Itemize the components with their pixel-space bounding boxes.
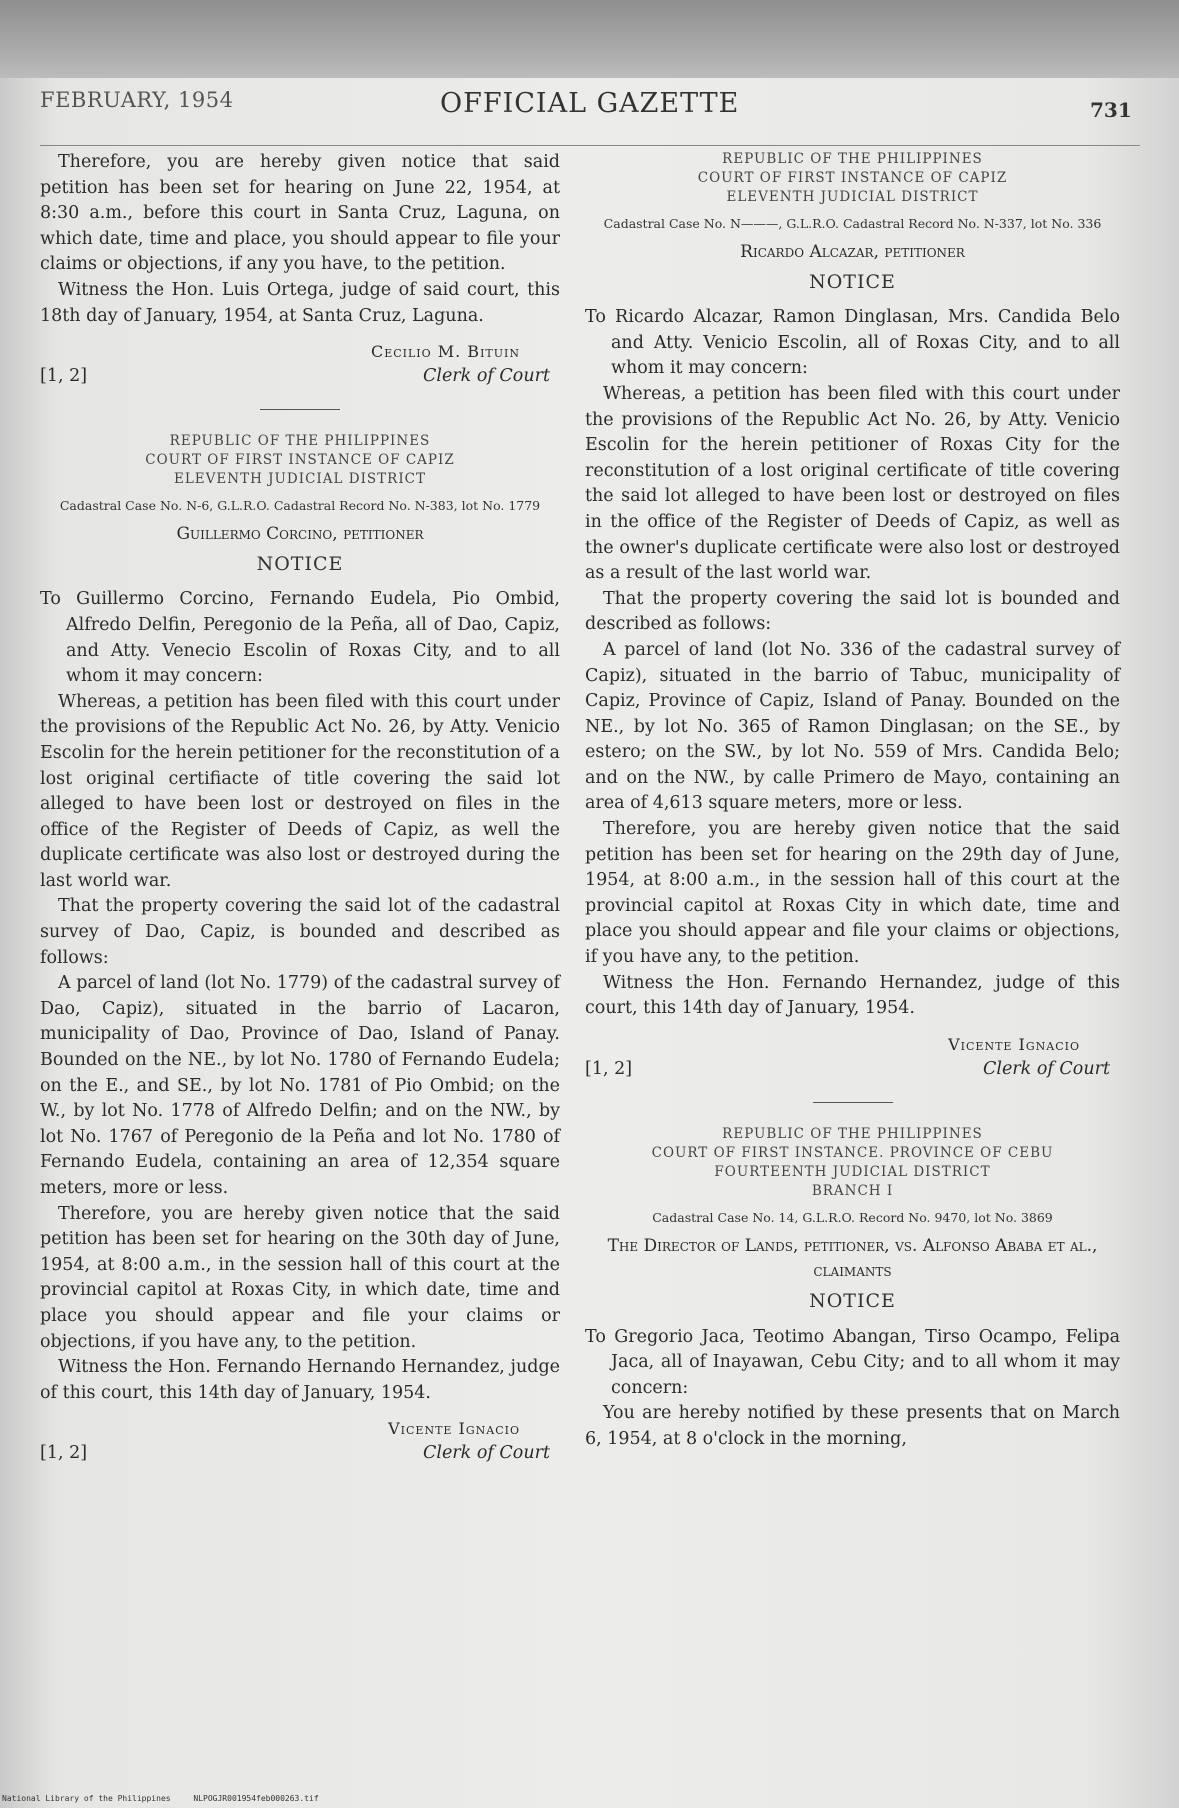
scan-footer [2, 1794, 337, 1803]
signature-block [40, 1416, 560, 1468]
scan-top-band [0, 0, 1179, 80]
clerk-name: Vicente Ignacio [388, 1419, 520, 1439]
file-name: NLPOGJR001954feb000263.tif [193, 1794, 319, 1803]
court-line: ELEVENTH JUDICIAL DISTRICT [726, 189, 979, 205]
case-number: Cadastral Case No. N-6, G.L.R.O. Cadastral Record No. N-383, lot No. 1779 [59, 498, 541, 514]
court-line: FOURTEENTH JUDICIAL DISTRICT [714, 1163, 991, 1180]
paragraph: Therefore, you are hereby given notice that said petition has been set for hearing on June 22, 1954, at 8:30 a.m., before this court in Santa Cruz, Laguna, on which date, time and place, you should appear to file your claims or objections, if any you have, to the petition. [40, 152, 560, 275]
publication-ref: [1, 2] [585, 1058, 633, 1079]
court-line: REPUBLIC OF THE PHILIPPINES [722, 1125, 983, 1142]
library-label: National Library of the Philippines [2, 1794, 171, 1803]
clerk-title: Clerk of Court [982, 1058, 1110, 1079]
paragraph: A parcel of land (lot No. 336 of the cadastral survey of Capiz), situated in the barrio of Tabuc, municipality of Capiz, Province of Capiz, Island of Panay. Bounded on the NE., by lot No. 365 of Ramon Dinglasan; on the SE., by estero; on the SW., by lot No. 559 of Mrs. Candida Belo; and on the NW., by calle Primero de Mayo, containing an area of 4,613 square meters, more or less. [585, 639, 1120, 814]
parties-line: The Director of Lands, petitioner, vs. Alfonso Ababa et al., claimants [607, 1235, 1098, 1282]
paragraph: Witness the Hon. Fernando Hernando Hernandez, judge of this court, this 14th day of January, 1954. [40, 1357, 560, 1403]
header-title: OFFICIAL GAZETTE [440, 88, 740, 119]
paragraph: Therefore, you are hereby given notice that the said petition has been set for hearing on the 30th day of June, 1954, at 8:00 a.m., in the session hall of this court at the provincial capitol at Roxas City, in which date, time and place you should appear and file your claims or objections, if you have any, to the petition. [40, 1203, 560, 1352]
section-divider [260, 409, 340, 410]
paragraph: That the property covering the said lot of the cadastral survey of Dao, Capiz, is bounded and described as follows: [40, 896, 560, 968]
notice-heading: NOTICE [256, 552, 344, 575]
addressees: To Ricardo Alcazar, Ramon Dinglasan, Mrs. Candida Belo and Atty. Venicio Escolin, all of Roxas City, and to all whom it may concern: [585, 307, 1120, 379]
paragraph: Whereas, a petition has been filed with this court under the provisions of the Republic Act No. 26, by Atty. Venicio Escolin for the herein petitioner for the reconstitution of a lost original certifiacte of title covering the said lot alleged to have been lost or destroyed on files in the office of the Register of Deeds of Capiz, as well the duplicate certificate was also lost or destroyed during the last world war. [40, 691, 560, 891]
case-number: Cadastral Case No. N———, G.L.R.O. Cadastral Record No. N-337, lot No. 336 [603, 216, 1102, 231]
right-column [585, 150, 1120, 1453]
paragraph: Witness the Hon. Luis Ortega, judge of said court, this 18th day of January, 1954, at Santa Cruz, Laguna. [40, 279, 560, 326]
signature-block [40, 339, 560, 391]
header-rule [40, 145, 1140, 146]
court-heading [585, 150, 1120, 207]
court-line: BRANCH I [811, 1182, 894, 1199]
case-number: Cadastral Case No. 14, G.L.R.O. Record No. 9470, lot No. 3869 [652, 1209, 1053, 1225]
court-line: ELEVENTH JUDICIAL DISTRICT [173, 471, 426, 488]
court-heading [40, 432, 560, 489]
clerk-title: Clerk of Court [422, 366, 550, 387]
page-header [0, 88, 1179, 128]
court-line: REPUBLIC OF THE PHILIPPINES [169, 433, 431, 450]
section-divider [813, 1102, 893, 1103]
paragraph: Therefore, you are hereby given notice that the said petition has been set for hearing on the 29th day of June, 1954, at 8:00 a.m., in the session hall of this court at the provincial capitol at Roxas City in which date, time and place you should appear and file your claims or objections, if you have any, to the petition. [585, 819, 1120, 968]
addressees: To Gregorio Jaca, Teotimo Abangan, Tirso Ocampo, Felipa Jaca, all of Inayawan, Cebu City; and to all whom it may concern: [585, 1326, 1120, 1398]
court-line: REPUBLIC OF THE PHILIPPINES [722, 151, 983, 167]
signature-block [585, 1032, 1120, 1084]
court-line: COURT OF FIRST INSTANCE. PROVINCE OF CEBU [651, 1144, 1054, 1161]
left-column [40, 150, 560, 1468]
paragraph: That the property covering the said lot is bounded and described as follows: [585, 588, 1120, 635]
court-line: COURT OF FIRST INSTANCE OF CAPIZ [145, 452, 455, 469]
court-line: COURT OF FIRST INSTANCE OF CAPIZ [697, 170, 1008, 186]
clerk-name: Vicente Ignacio [948, 1034, 1080, 1054]
paragraph: You are hereby notified by these presents that on March 6, 1954, at 8 o'clock in the morning, [585, 1403, 1120, 1449]
clerk-name: Cecilio M. Bituin [370, 342, 520, 362]
paragraph: A parcel of land (lot No. 1779) of the cadastral survey of Dao, Capiz), situated in the barrio of Lacaron, municipality of Dao, Province of Dao, Island of Panay. Bounded on the NE., by lot No. 1780 of Fernando Eudela; on the E., and SE., by lot No. 1781 of Pio Ombid; on the W., by lot No. 1778 of Alfredo Delfin; and on the NW., by lot No. 1767 of Peregonio de la Peña and lot No. 1780 of Fernando Eudela, containing an area of 12,354 square meters, more or less. [40, 973, 560, 1198]
notice-heading: NOTICE [809, 1290, 896, 1312]
page-number: 731 [1090, 98, 1132, 122]
petitioner-line: Ricardo Alcazar, petitioner [740, 242, 965, 262]
paragraph: Whereas, a petition has been filed with this court under the provisions of the Republic Act No. 26, by Atty. Venicio Escolin for the herein petitioner of Roxas City for the reconstitution of a lost original certificate of title covering the said lot alleged to have been lost or destroyed on files in the office of the Register of Deeds of Capiz, as well as the owner's duplicate certificate were also lost or destroyed as a result of the last world war. [585, 383, 1120, 584]
petitioner-line: Guillermo Corcino, petitioner [176, 524, 424, 545]
addressees: To Guillermo Corcino, Fernando Eudela, Pio Ombid, Alfredo Delfin, Peregonio de la Peña, all of Dao, Capiz, and Atty. Venecio Escolin of Roxas City, and to all whom it may concern: [40, 589, 560, 687]
notice-heading: NOTICE [809, 270, 896, 293]
header-date: FEBRUARY, 1954 [40, 88, 234, 112]
clerk-title: Clerk of Court [422, 1443, 550, 1464]
publication-ref: [1, 2] [40, 1443, 88, 1464]
paragraph: Witness the Hon. Fernando Hernandez, judge of this court, this 14th day of January, 1954. [585, 972, 1120, 1019]
publication-ref: [1, 2] [40, 366, 88, 387]
court-heading [585, 1125, 1120, 1201]
